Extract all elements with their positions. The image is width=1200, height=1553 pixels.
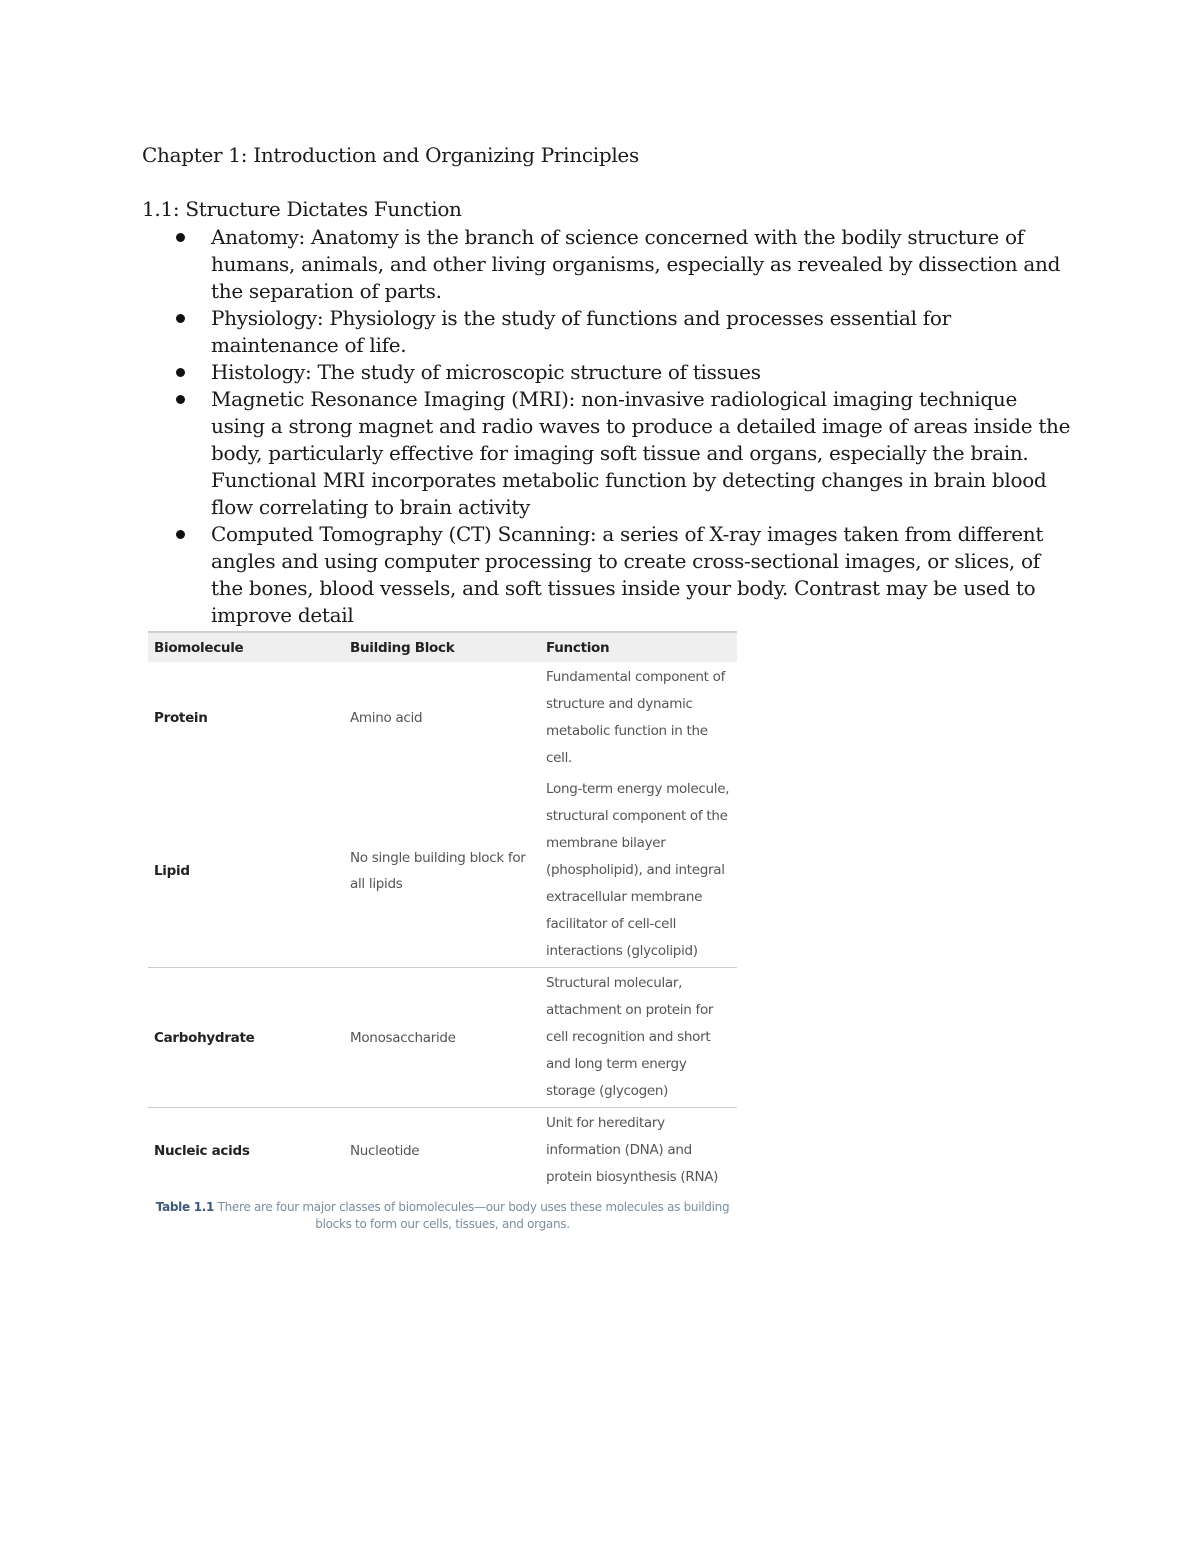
cell-biomolecule: Nucleic acids	[154, 1142, 250, 1159]
column-header-building-block: Building Block	[344, 632, 540, 662]
cell-biomolecule: Carbohydrate	[148, 968, 344, 1108]
column-header-biomolecule: Biomolecule	[148, 632, 344, 662]
table-caption	[148, 1199, 737, 1233]
biomolecule-table	[148, 631, 737, 1193]
chapter-title: Chapter 1: Introduction and Organizing Principles	[142, 143, 639, 167]
list-item	[142, 521, 1072, 629]
bullet-icon	[176, 530, 185, 539]
column-header-function: Function	[540, 632, 737, 662]
cell-building-block: No single building block for all lipids	[344, 774, 540, 968]
cell-function: Unit for hereditary information (DNA) and protein biosynthesis (RNA)	[546, 1115, 719, 1185]
table-row	[148, 662, 737, 774]
cell-building-block: Nucleotide	[350, 1142, 420, 1159]
cell-building-block: Monosaccharide	[344, 968, 540, 1108]
cell-building-block: Amino acid	[350, 710, 423, 726]
cell-biomolecule: Protein	[154, 710, 208, 726]
bullet-icon	[176, 233, 185, 242]
cell-biomolecule: Lipid	[148, 774, 344, 968]
caption-label: Table 1.1	[155, 1200, 215, 1214]
definition-anatomy: Anatomy: Anatomy is the branch of science concerned with the bodily structure of humans, animals, and other living organisms, especially as revealed by dissection and the separation of parts.	[211, 225, 1061, 303]
table-row	[148, 968, 737, 1108]
table-header-row	[148, 632, 737, 662]
cell-function: Long-term energy molecule, structural component of the membrane bilayer (phospholipid), and integral extracellular membrane facilitator of cell-cell interactions (glycolipid)	[540, 774, 737, 968]
bullet-icon	[176, 368, 185, 377]
biomolecule-table-figure	[148, 631, 737, 1233]
cell-function: Fundamental component of structure and dynamic metabolic function in the cell.	[546, 669, 726, 766]
table-row	[148, 1108, 737, 1194]
bullet-icon	[176, 395, 185, 404]
list-item	[142, 386, 1072, 521]
list-item	[142, 305, 1072, 359]
definition-ct-scanning: Computed Tomography (CT) Scanning: a series of X-ray images taken from different angles and using computer processing to create cross-sectional images, or slices, of the bones, blood vessels, and soft tissues inside your body. Contrast may be used to improve detail	[211, 522, 1044, 627]
bullet-icon	[176, 314, 185, 323]
definition-physiology: Physiology: Physiology is the study of functions and processes essential for maintenance of life.	[211, 306, 951, 357]
table-row	[148, 774, 737, 968]
cell-function: Structural molecular, attachment on protein for cell recognition and short and long term energy storage (glycogen)	[540, 968, 737, 1108]
definition-histology: Histology: The study of microscopic structure of tissues	[211, 360, 761, 384]
definition-list	[142, 224, 1072, 629]
list-item	[142, 359, 1072, 386]
list-item	[142, 224, 1072, 305]
definition-mri: Magnetic Resonance Imaging (MRI): non-invasive radiological imaging technique using a strong magnet and radio waves to produce a detailed image of areas inside the body, particularly effective for imaging soft tissue and organs, especially the brain. Functional MRI incorporates metabolic function by detecting changes in brain blood flow correlating to brain activity	[211, 387, 1071, 519]
section-title: 1.1: Structure Dictates Function	[142, 197, 462, 221]
caption-text: There are four major classes of biomolecules—our body uses these molecules as building blocks to form our cells, tissues, and organs.	[217, 1200, 730, 1231]
